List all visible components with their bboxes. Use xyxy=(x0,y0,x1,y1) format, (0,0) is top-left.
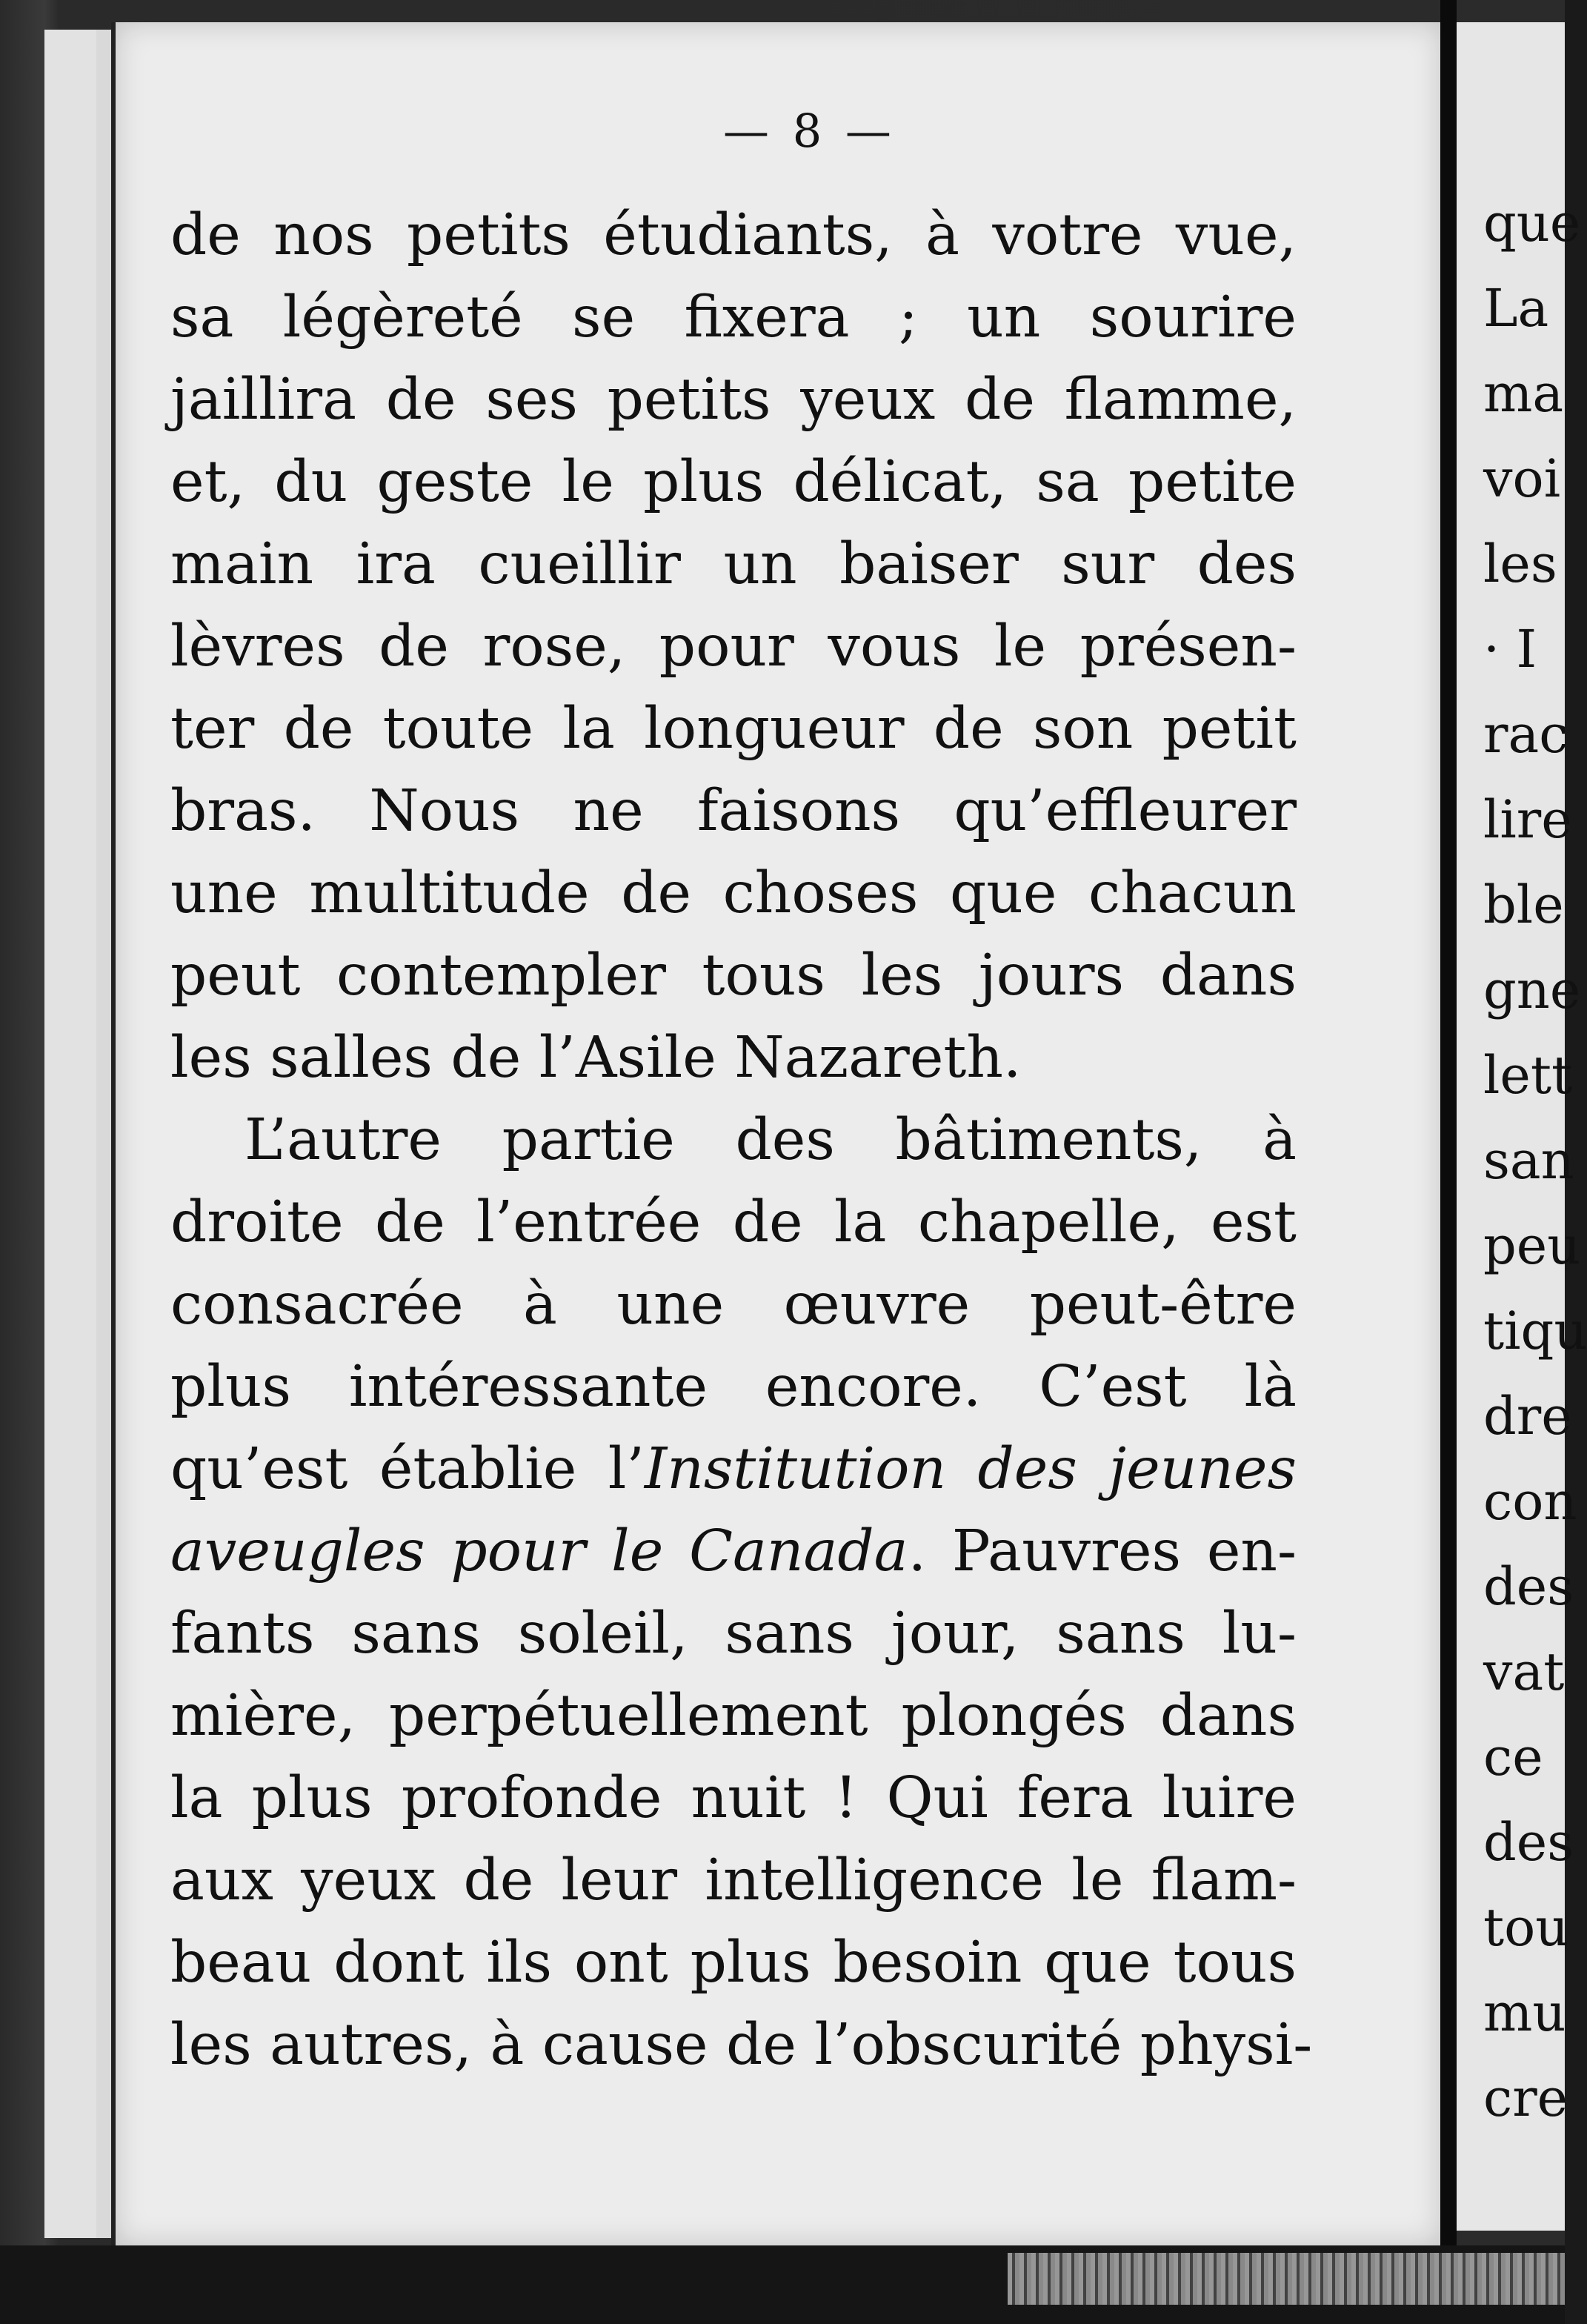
text-line: et, du geste le plus délicat, sa petite xyxy=(170,449,1297,515)
right-page-fragment: peu xyxy=(1483,1215,1581,1276)
book-gutter xyxy=(1440,0,1457,2324)
text-line: plus intéressante encore. C’est là xyxy=(170,1354,1297,1420)
right-page-fragment: con xyxy=(1483,1471,1577,1532)
right-page-fragment: des xyxy=(1483,1556,1574,1617)
page-number: — 8 — xyxy=(723,104,896,158)
text-line: ter de toute la longueur de son petit xyxy=(170,696,1297,762)
text-line: beau dont ils ont plus besoin que tous xyxy=(170,1930,1297,1996)
right-page-fragment: voi xyxy=(1483,448,1561,509)
right-page xyxy=(1457,22,1587,2231)
right-page-fragment: vat xyxy=(1483,1641,1565,1702)
right-page-fragment: rac xyxy=(1483,704,1568,765)
text-line: droite de l’entrée de la chapelle, est xyxy=(170,1189,1297,1255)
text-line xyxy=(170,1428,1297,1510)
text-line: aux yeux de leur intelligence le flam- xyxy=(170,1847,1297,1913)
page-edge xyxy=(74,30,99,2238)
text-line: peut contempler tous les jours dans xyxy=(170,943,1297,1009)
right-page-fragment: gne xyxy=(1483,960,1581,1020)
text-line: sa légèreté se fixera ; un sourire xyxy=(170,285,1297,351)
right-page-fragment: tiqu xyxy=(1483,1301,1587,1361)
right-page-fragment: La xyxy=(1483,278,1549,339)
right-page-fragment: san xyxy=(1483,1130,1574,1191)
text-line: mière, perpétuellement plongés dans xyxy=(170,1683,1297,1749)
page-edge xyxy=(44,30,77,2238)
text-line: fants sans soleil, sans jour, sans lu- xyxy=(170,1601,1297,1667)
right-page-fragment: que xyxy=(1483,193,1581,253)
right-page-fragment: ma xyxy=(1483,363,1564,424)
text-span: . Pauvres en- xyxy=(908,1518,1297,1584)
text-line: les salles de l’Asile Nazareth. xyxy=(170,1025,1022,1091)
right-page-fragment: lett xyxy=(1483,1045,1573,1106)
institution-name: Institution des jeunes xyxy=(644,1436,1297,1502)
scan-artifact xyxy=(1008,2253,1565,2305)
text-line: bras. Nous ne faisons qu’effleurer xyxy=(170,778,1297,844)
text-line xyxy=(170,1510,1297,1593)
right-page-fragment: cre xyxy=(1483,2068,1568,2128)
right-page-fragment: les xyxy=(1483,534,1557,594)
text-line: consacrée à une œuvre peut-être xyxy=(170,1272,1297,1338)
institution-name: aveugles pour le Canada xyxy=(170,1518,908,1584)
right-page-fragment: ble xyxy=(1483,874,1564,935)
text-line: L’autre partie des bâtiments, à xyxy=(244,1107,1297,1173)
right-page-fragment: ce xyxy=(1483,1727,1543,1787)
right-page-fragment: · I xyxy=(1483,619,1537,680)
text-line: la plus profonde nuit ! Qui fera luire xyxy=(170,1765,1297,1831)
right-page-fragment: tou xyxy=(1483,1897,1569,1958)
text-line: de nos petits étudiants, à votre vue, xyxy=(170,202,1297,268)
right-page-fragment: dre xyxy=(1483,1386,1572,1447)
text-line: lèvres de rose, pour vous le présen- xyxy=(170,614,1297,680)
text-line: main ira cueillir un baiser sur des xyxy=(170,531,1297,597)
text-line: les autres, à cause de l’obscurité physi- xyxy=(170,2012,1313,2078)
right-page-fragment: lire xyxy=(1483,789,1572,850)
right-page-fragment: mu xyxy=(1483,1982,1566,2043)
text-line: jaillira de ses petits yeux de flamme, xyxy=(170,367,1297,433)
text-span: qu’est établie l’ xyxy=(170,1436,645,1502)
right-page-fragment: des xyxy=(1483,1812,1574,1873)
text-line: une multitude de choses que chacun xyxy=(170,860,1297,926)
body-text xyxy=(170,194,1313,2086)
